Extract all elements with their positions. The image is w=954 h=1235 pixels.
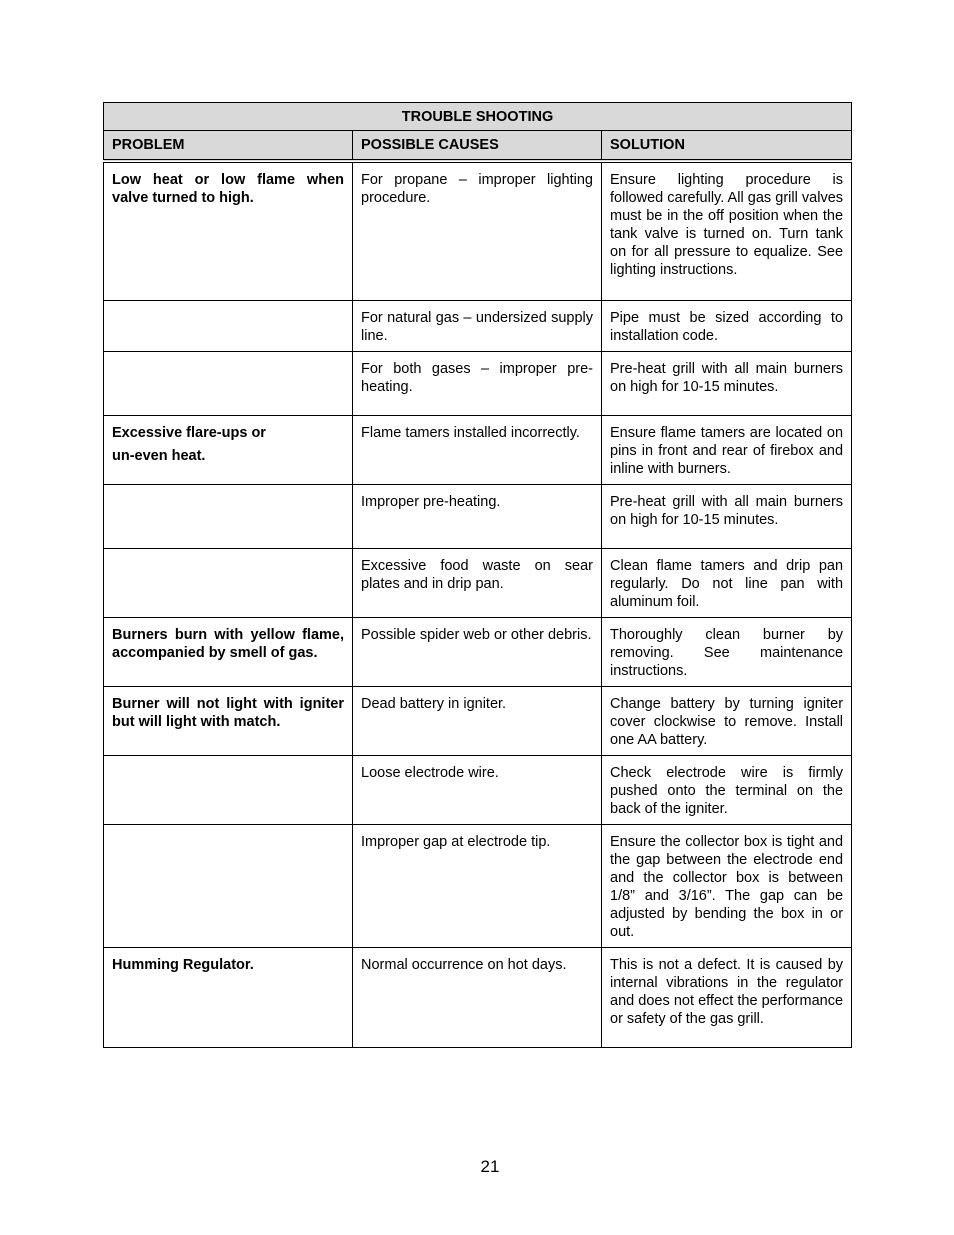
- table-row: [104, 686, 852, 755]
- table-row: [104, 755, 852, 824]
- cause-cell: For natural gas – undersized supply line.: [353, 300, 602, 351]
- solution-cell: This is not a defect. It is caused by internal vibrations in the regulator and does not effect the performance or safety of the gas grill.: [602, 947, 852, 1047]
- solution-cell: Ensure flame tamers are located on pins in front and rear of firebox and inline with burners.: [602, 415, 852, 484]
- cause-cell: Normal occurrence on hot days.: [353, 947, 602, 1047]
- solution-cell: Check electrode wire is firmly pushed onto the terminal on the back of the igniter.: [602, 755, 852, 824]
- table-row: [104, 824, 852, 947]
- cause-cell: Improper gap at electrode tip.: [353, 824, 602, 947]
- problem-cell: [104, 351, 353, 415]
- page-number: 21: [480, 1157, 500, 1176]
- header-solution: SOLUTION: [602, 131, 852, 162]
- table-header-row: [104, 131, 852, 162]
- table-row: [104, 548, 852, 617]
- cause-cell: Loose electrode wire.: [353, 755, 602, 824]
- solution-cell: Pre-heat grill with all main burners on high for 10-15 minutes.: [602, 484, 852, 548]
- table-row: [104, 415, 852, 484]
- problem-line-2: un-even heat.: [112, 447, 206, 464]
- solution-cell: Thoroughly clean burner by removing. See maintenance instructions.: [602, 617, 852, 686]
- problem-cell: Burner will not light with igniter but will light with match.: [104, 686, 353, 755]
- solution-cell: Pipe must be sized according to installation code.: [602, 300, 852, 351]
- problem-cell: Low heat or low flame when valve turned to high.: [104, 161, 353, 300]
- problem-cell: [104, 484, 353, 548]
- table-title: TROUBLE SHOOTING: [104, 103, 852, 131]
- problem-cell: Burners burn with yellow flame, accompanied by smell of gas.: [104, 617, 353, 686]
- cause-cell: For propane – improper lighting procedure.: [353, 161, 602, 300]
- problem-cell: [104, 548, 353, 617]
- cause-cell: Flame tamers installed incorrectly.: [353, 415, 602, 484]
- table-row: [104, 484, 852, 548]
- solution-cell: Ensure lighting procedure is followed carefully. All gas grill valves must be in the off position when the tank valve is turned on. Turn tank on for all pressure to equalize. See lighting instructions.: [602, 161, 852, 300]
- solution-cell: Pre-heat grill with all main burners on high for 10-15 minutes.: [602, 351, 852, 415]
- header-possible-causes: POSSIBLE CAUSES: [353, 131, 602, 162]
- cause-cell: Excessive food waste on sear plates and in drip pan.: [353, 548, 602, 617]
- cause-cell: For both gases – improper pre-heating.: [353, 351, 602, 415]
- problem-line-1: Excessive flare-ups or: [112, 424, 266, 441]
- table-row: [104, 351, 852, 415]
- problem-cell: [104, 824, 353, 947]
- problem-cell: Humming Regulator.: [104, 947, 353, 1047]
- problem-cell: [104, 300, 353, 351]
- table-row: [104, 300, 852, 351]
- problem-cell: [104, 755, 353, 824]
- problem-cell: [104, 415, 353, 484]
- cause-cell: Dead battery in igniter.: [353, 686, 602, 755]
- cause-cell: Improper pre-heating.: [353, 484, 602, 548]
- table-row: [104, 947, 852, 1047]
- header-problem: PROBLEM: [104, 131, 353, 162]
- table-title-row: [104, 103, 852, 131]
- solution-cell: Ensure the collector box is tight and the gap between the electrode end and the collector box is between 1/8” and 3/16”. The gap can be adjusted by bending the box in or out.: [602, 824, 852, 947]
- trouble-shooting-table: [103, 102, 852, 1048]
- solution-cell: Clean flame tamers and drip pan regularly. Do not line pan with aluminum foil.: [602, 548, 852, 617]
- solution-cell: Change battery by turning igniter cover clockwise to remove. Install one AA battery.: [602, 686, 852, 755]
- table-row: [104, 161, 852, 300]
- table-row: [104, 617, 852, 686]
- cause-cell: Possible spider web or other debris.: [353, 617, 602, 686]
